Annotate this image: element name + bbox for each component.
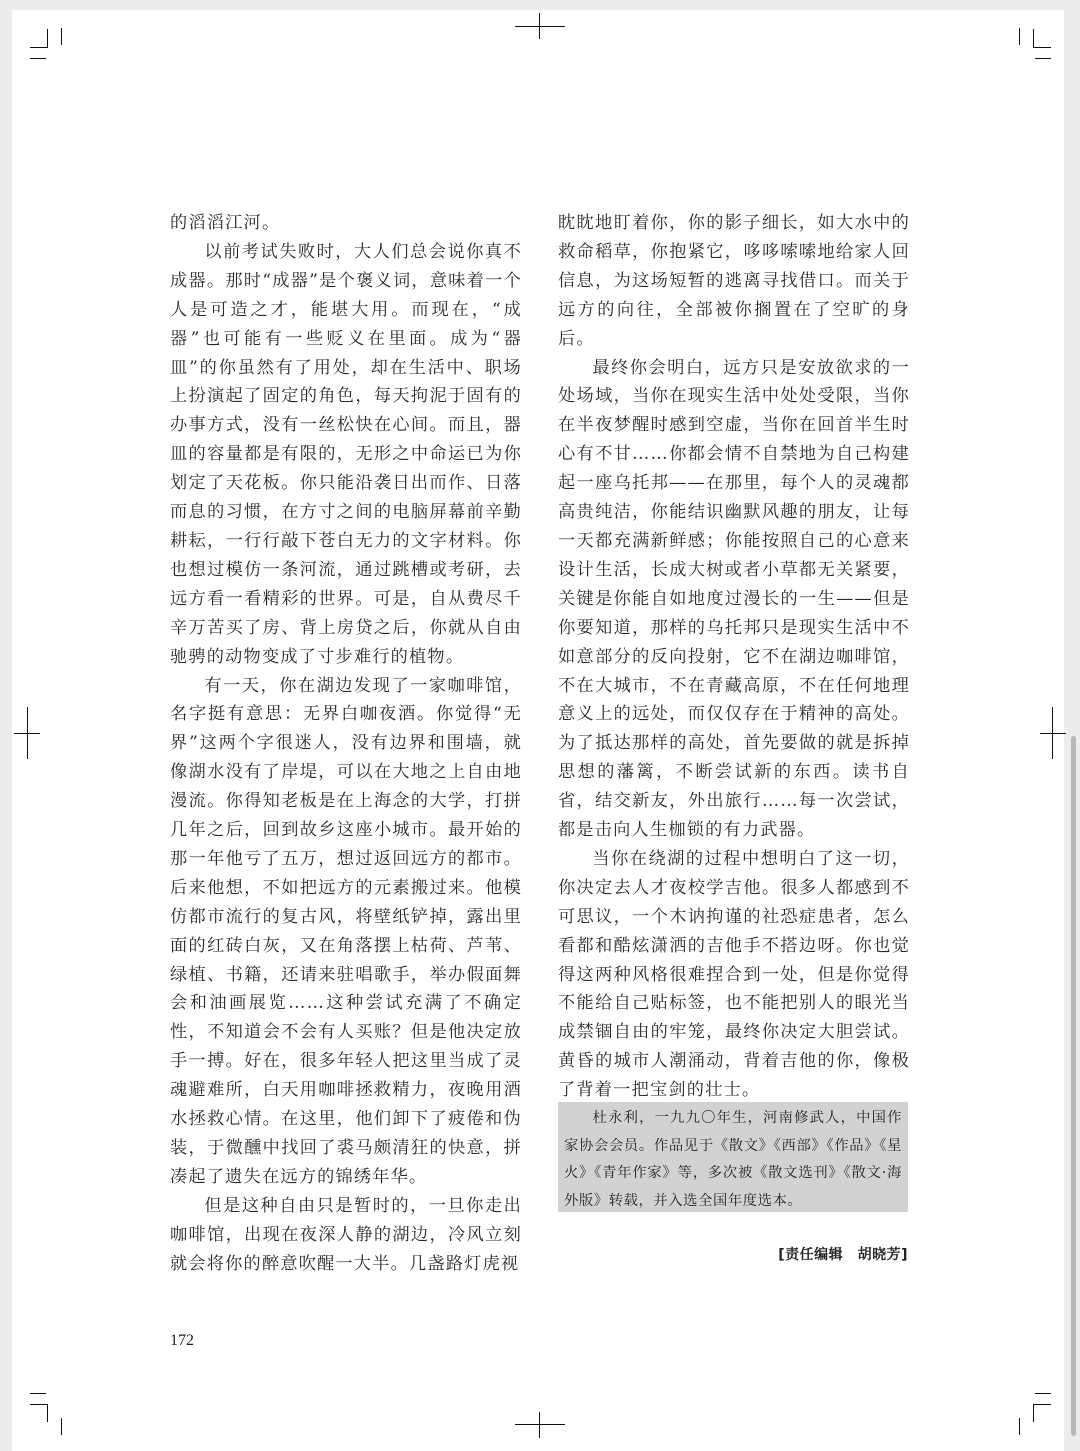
paragraph: 最终你会明白，远方只是安放欲求的一处场域，当你在现实生活中处处受限，当你在半夜梦醒时感到空虚，当你在回首半生时心有不甘……你都会情不自禁地为自己构建起一座乌托邦——在那里，每个人的灵魂都高贵纯洁，你能结识幽默风趣的朋友，让每一天都充满新鲜感；你能按照自己的心意来设计生活，长成大树或者小草都无关紧要，关键是你能自如地度过漫长的一生——但是你要知道，那样的乌托邦只是现实生活中不如意部分的反向投射，它不在湖边咖啡馆，不在大城市，不在青藏高原，不在任何地理意义上的远处，而仅仅存在于精神的高处。为了抵达那样的高处，首先要做的就是拆掉思想的藩篱，不断尝试新的东西。读书自省，结交新友，外出旅行……每一次尝试，都是击向人生枷锁的有力武器。 <box>558 357 910 841</box>
crop-mark <box>1019 1418 1020 1435</box>
crop-mark <box>61 28 62 45</box>
registration-mark <box>515 1424 565 1425</box>
crop-mark <box>1033 47 1051 48</box>
crop-mark <box>30 1393 46 1394</box>
registration-mark <box>539 1412 540 1438</box>
crop-mark <box>30 58 46 59</box>
registration-mark <box>1040 733 1066 734</box>
crop-mark <box>1035 1393 1051 1394</box>
page-number: 172 <box>170 1332 194 1349</box>
registration-mark <box>1052 707 1053 759</box>
paragraph: 当你在绕湖的过程中想明白了这一切，你决定去人才夜校学吉他。很多人都感到不可思议，一个木讷拘谨的社恐症患者，怎么看都和酷炫潇洒的吉他手不搭边呀。你也觉得这两种风格很难捏合到一处，但是你觉得不能给自己贴标签，也不能把别人的眼光当成禁锢自由的牢笼，最终你决定大胆尝试。黄昏的城市人潮涌动，背着吉他的你，像极了背着一把宝剑的壮士。 <box>558 848 910 1101</box>
article-column-right <box>558 209 910 1105</box>
registration-mark <box>515 26 565 27</box>
registration-mark <box>539 13 540 39</box>
crop-mark <box>30 47 48 48</box>
paragraph: 有一天，你在湖边发现了一家咖啡馆，名字挺有意思：无界白咖夜酒。你觉得“无界”这两个字很迷人，没有边界和围墙，就像湖水没有了岸堤，可以在大地之上自由地漫流。你得知老板是在上海念的大学，打拼几年之后，回到故乡这座小城市。最开始的那一年他亏了五万，想过返回远方的都市。后来他想，不如把远方的元素搬过来。他模仿都市流行的复古风，将壁纸铲掉，露出里面的红砖白灰，又在角落摆上枯荷、芦苇、绿植、书籍，还请来驻唱歌手，举办假面舞会和油画展览……这种尝试充满了不确定性，不知道会不会有人买账？但是他决定放手一搏。好在，很多年轻人把这里当成了灵魂避难所，白天用咖啡拯救精力，夜晚用酒水拯救心情。在这里，他们卸下了疲倦和伪装，于微醺中找回了裘马颇清狂的快意，拼凑起了遗失在远方的锦绣年华。 <box>170 675 522 1187</box>
crop-mark <box>1033 29 1034 47</box>
crop-mark <box>1035 58 1051 59</box>
crop-mark <box>30 1404 48 1405</box>
editor-credit: [责任编辑 胡晓芳] <box>778 1247 908 1263</box>
paragraph: 的滔滔江河。 <box>170 213 281 233</box>
crop-mark <box>61 1418 62 1435</box>
crop-mark <box>47 29 48 47</box>
paragraph: 以前考试失败时，大人们总会说你真不成器。那时“成器”是个褒义词，意味着一个人是可造之才，能堪大用。而现在，“成器”也可能有一些贬义在里面。成为“器皿”的你虽然有了用处，却在生活中、职场上扮演起了固定的角色，每天拘泥于固有的办事方式，没有一丝松快在心间。而且，器皿的容量都是有限的，无形之中命运已为你划定了天花板。你只能沿袭日出而作、日落而息的习惯，在方寸之间的电脑屏幕前辛勤耕耘，一行行敲下苍白无力的文字材料。你也想过模仿一条河流，通过跳槽或考研，去远方看一看精彩的世界。可是，自从费尽千辛万苦买了房、背上房贷之后，你就从自由驰骋的动物变成了寸步难行的植物。 <box>170 241 522 667</box>
crop-mark <box>47 1404 48 1422</box>
crop-mark <box>1019 28 1020 45</box>
paragraph: 但是这种自由只是暂时的，一旦你走出咖啡馆，出现在夜深人静的湖边，冷风立刻就会将你的醉意吹醒一大半。几盏路灯虎视 <box>170 1195 522 1274</box>
paragraph: 眈眈地盯着你，你的影子细长，如大水中的救命稻草，你抱紧它，哆哆嗦嗦地给家人回信息，为这场短暂的逃离寻找借口。而关于远方的向往，全部被你搁置在了空旷的身后。 <box>558 213 910 349</box>
scrollbar-thumb[interactable] <box>1071 736 1076 1436</box>
crop-mark <box>1033 1404 1034 1422</box>
crop-mark <box>1033 1404 1051 1405</box>
author-bio: 杜永利，一九九〇年生，河南修武人，中国作家协会会员。作品见于《散文》《西部》《作品》《星火》《青年作家》等，多次被《散文选刊》《散文·海外版》转载，并入选全国年度选本。 <box>564 1110 902 1209</box>
author-bio-box <box>558 1102 908 1212</box>
article-column-left <box>170 209 522 1279</box>
registration-mark <box>27 707 28 759</box>
